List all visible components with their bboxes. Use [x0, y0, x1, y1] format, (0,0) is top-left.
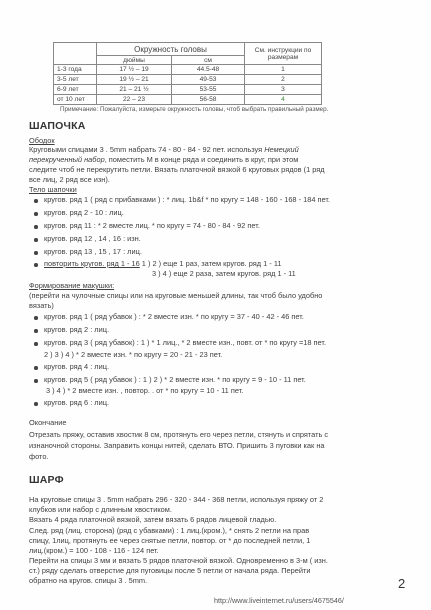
list-item: кругов. ряд 1 ( ряд с прибавками ) : * лиц. 1b&f * по кругу = 148 - 160 - 168 - 184 пет.	[44, 195, 330, 204]
list-item: кругов. ряд 6 : лиц.	[44, 398, 110, 407]
list-item: кругов. ряд 3 ( ряд убавок) : 1 ) * 1 лиц., * 2 вместе изн., повт. от * по кругу =18 пет.	[44, 338, 327, 347]
finish-text-line: фото.	[29, 452, 49, 461]
bullet-icon	[34, 225, 38, 229]
cm-header: см	[172, 56, 245, 65]
list-item-continuation: 2 ) 3 ) 4 ) * 2 вместе изн. * по кругу = 20 - 21 - 23 пет.	[44, 350, 223, 359]
bullet-icon	[34, 379, 38, 383]
crown-intro-line: вязать)	[29, 301, 54, 310]
scarf-text-line: Перейти на спицы 3 мм и вязать 5 рядов платочной вязкой. Одновременно в 3-м ( изн.	[29, 556, 328, 565]
list-item: кругов. ряд 11 : * 2 вместе лиц. * по кругу = 74 - 80 - 84 - 92 пет.	[44, 221, 260, 230]
edge-text-line: Круговыми спицами 3 . 5mm набрать 74 - 80 - 84 - 92 пет. используя Немецкий	[29, 145, 299, 154]
list-item: кругов. ряд 2 - 10 : лиц.	[44, 208, 124, 217]
crown-intro-line: (перейти на чулочные спицы или на круговые меньшей длины, так чтоб было удобно	[29, 291, 323, 300]
size-instructions-header: См. инструкции по размерам	[245, 43, 322, 65]
head-circumference-header: Окружность головы	[97, 43, 245, 56]
edge-text-line: все лиц, 2 ряд все изн).	[29, 175, 110, 184]
inches-header: дюймы	[97, 56, 172, 65]
list-item-continuation: 3 ) 4 ) * 2 вместе изн. , повтор. . от * по кругу = 10 - 11 пет.	[46, 386, 244, 395]
table-row: 6-9 лет 21 – 21 ½ 53-55 3	[54, 85, 322, 95]
edge-subtitle: Ободок	[29, 136, 55, 145]
list-item: кругов. ряд 5 ( ряд убавок ) : 1 ) 2 ) * 2 вместе изн. * по кругу = 9 - 10 - 11 пет.	[44, 375, 306, 384]
scarf-text-line: ст.) ряду сделать отверстие для пуговицы после 5 петли от начала ряда. Перейти	[29, 566, 311, 575]
finish-text-line: изнаночной стороны. Заправить концы нитей, сделать ВТО. Пришить 3 пуговки как на	[29, 441, 325, 450]
bullet-icon	[34, 316, 38, 320]
bullet-icon	[34, 366, 38, 370]
list-item: повторить кругов. ряд 1 - 16 1 ) 2 ) еще 1 раз, затем кругов. ряд 1 - 11	[44, 259, 282, 268]
finish-subtitle: Окончание	[29, 418, 67, 427]
table-row: 3-5 лет 19 ½ – 21 49-53 2	[54, 75, 322, 85]
scarf-text-line: На круговые спицы 3 . 5mm набрать 296 - 320 - 344 - 368 петли, используя пряжу от 2	[29, 495, 324, 504]
list-item: кругов. ряд 2 : лиц.	[44, 325, 110, 334]
edge-text-line: перекрученный набор, поместить М в конце ряда и соединить в круг, при этом	[29, 155, 299, 164]
body-subtitle: Тело шапочки	[29, 185, 77, 194]
list-item: кругов. ряд 13 , 15 , 17 : лиц.	[44, 247, 142, 256]
table-row: от 10 лет 22 – 23 56-58 4	[54, 95, 322, 105]
list-item: кругов. ряд 1 ( ряд убавок ) : * 2 вместе изн. * по кругу = 37 - 40 - 42 - 46 пет.	[44, 312, 304, 321]
table-note: Примечание: Пожалуйста, измерьте окружность головы, чтоб выбрать правильный размер.	[60, 106, 329, 113]
list-item-continuation: 3 ) 4 ) еще 2 раза, затем кругов. ряд 1 - 11	[152, 269, 296, 278]
list-item: кругов. ряд 12 , 14 , 16 : изн.	[44, 234, 141, 243]
bullet-icon	[34, 251, 38, 255]
bullet-icon	[34, 238, 38, 242]
table-row: 1-3 года 17 ½ – 19 44.5-48 1	[54, 65, 322, 75]
scarf-text-line: обратно на кругов. спицы 3 . 5mm.	[29, 576, 148, 585]
hat-title: ШАПОЧКА	[29, 120, 86, 132]
size-table	[53, 42, 322, 105]
bullet-icon	[34, 263, 38, 267]
crown-subtitle: Формирование макушки:	[29, 281, 115, 290]
bullet-icon	[34, 342, 38, 346]
scarf-text-line: Вязать 4 ряда платочной вязкой, затем вязать 6 рядов лицевой гладью.	[29, 515, 277, 524]
bullet-icon	[34, 329, 38, 333]
scarf-text-line: След. ряд (лиц. сторона) (ряд с убавками) : 1 лиц.(кром.), * снять 2 петли на прав	[29, 526, 310, 535]
scarf-title: ШАРФ	[29, 474, 64, 486]
bullet-icon	[34, 402, 38, 406]
footer-url[interactable]: http://www.liveinternet.ru/users/4675546/	[214, 596, 344, 605]
scarf-text-line: спицу, 1лиц, протянуть ее через снятые петли, повтор. от * до последней петли, 1	[29, 536, 311, 545]
edge-text-line: следите чтоб не перекрутить петли. Вязать платочной вязкой 6 круговых рядов (1 ряд	[29, 165, 325, 174]
page-number: 2	[398, 576, 406, 591]
bullet-icon	[34, 199, 38, 203]
finish-text-line: Отрезать пряжу, оставив хвостик 8 см, протянуть его через петли, стянуть и спрятать с	[29, 430, 329, 439]
scarf-text-line: лиц.(кром.) = 100 - 108 - 116 - 124 пет.	[29, 546, 159, 555]
list-item: кругов. ряд 4 : лиц.	[44, 362, 110, 371]
scarf-text-line: клубков или набор с длинным хвостиком.	[29, 505, 172, 514]
bullet-icon	[34, 212, 38, 216]
